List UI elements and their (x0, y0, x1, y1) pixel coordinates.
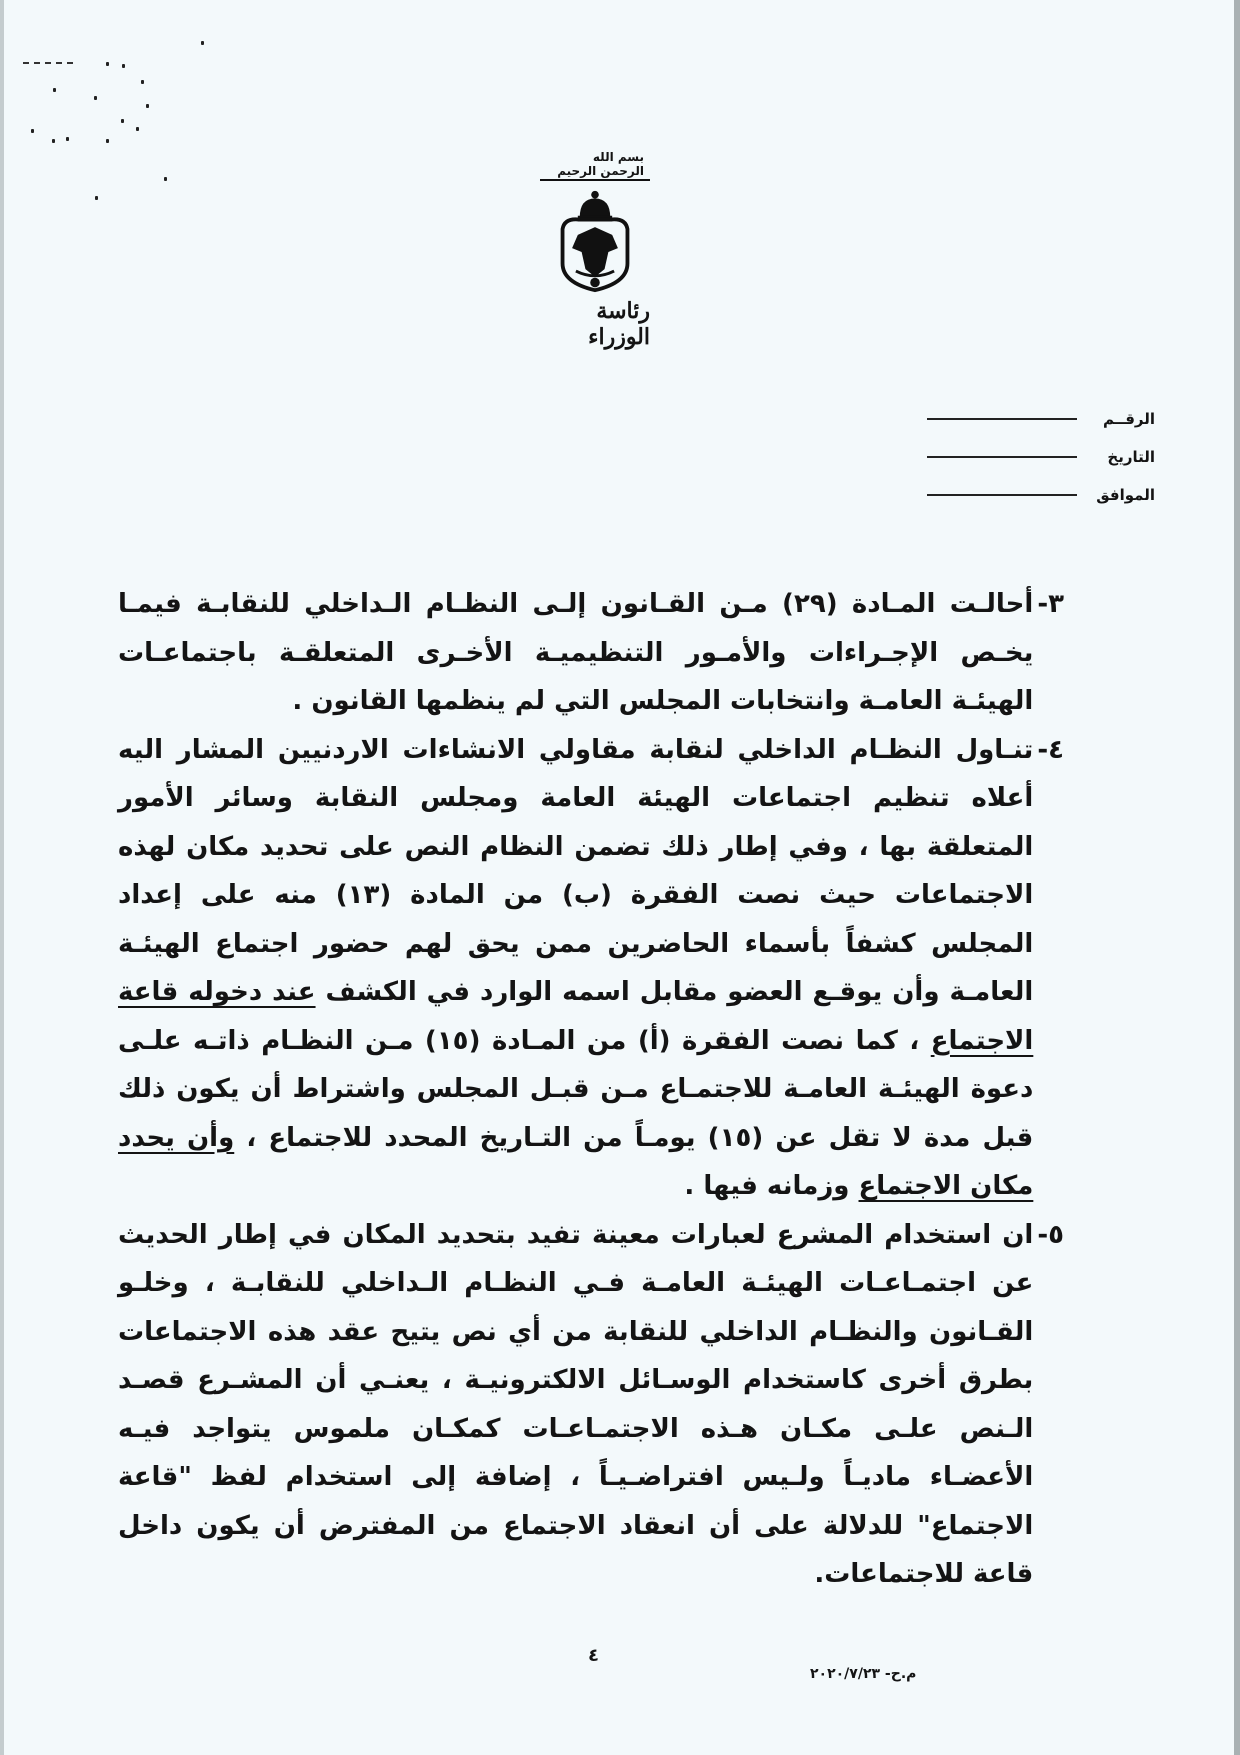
ref-row-number (927, 400, 1155, 438)
ref-row-date (927, 438, 1155, 476)
scan-speck (106, 139, 109, 143)
scan-speck (95, 196, 98, 200)
page-number: ٤ (588, 1645, 599, 1666)
scan-left-edge (0, 0, 4, 1755)
basmala: بسم الله الرحمن الرحيم (540, 150, 650, 181)
ref-blank-corresponding (927, 494, 1077, 496)
clause-text (118, 726, 1033, 1211)
ref-row-corresponding (927, 476, 1155, 514)
clause-text-part: تنـاول النظـام الداخلي لنقابة مقاولي الانشاءات الاردنيين المشار اليه أعلاه تنظيم اجتماعات الهيئة العامة ومجلس النقابة وسائر الأمور المتعلقة بها ، وفي إطار ذلك تضمن النظام النص على تحديد مكان لهذه الاجتماعات حيث نصت الفقرة (ب) من المادة (١٣) منه على إعداد المجلس كشفاً بأسماء الحاضرين ممن يحق لهم حضور اجتماع الهيئـة العامـة وأن يوقـع العضو مقابل اسمه الوارد في الكشف (118, 734, 1034, 1007)
scan-speck (106, 62, 109, 66)
letter-body (118, 580, 1064, 1599)
clause-text: ان استخدام المشرع لعبارات معينة تفيد بتحديد المكان في إطار الحديث عن اجتمـاعـات الهيئـة العامـة فـي النظـام الـداخلي للنقابـة ، وخلـو القـانون والنظـام الداخلي للنقابة من أي نص يتيح عقد هذه الاجتماعات بطرق أخرى كاستخدام الوسـائل الالكترونيـة ، يعنـي أن المشـرع قصـد الـنص علـى مكـان هـذه الاجتمـاعـات كمكـان ملموس يتواجد فيـه الأعضـاء ماديـاً ولـيس افتراضـيـاً ، إضافة إلى استخدام لفظ "قاعة الاجتماع" للدلالة على أن انعقاد الاجتماع من المفترض أن يكون داخل قاعة للاجتماعات. (118, 1219, 1034, 1589)
scan-right-edge (1234, 0, 1240, 1755)
clause-number: ٤- (1037, 734, 1064, 765)
clause-3 (118, 580, 1064, 726)
clause-4 (118, 726, 1064, 1211)
ref-blank-number (927, 418, 1077, 420)
underlined-phrase: عند دخوله قاعة الاجتماع (118, 977, 1034, 1056)
underlined-phrase: وأن يحدد مكان الاجتماع (118, 1122, 1034, 1201)
scan-speck (52, 139, 55, 143)
clause-number: ٥- (1037, 1219, 1064, 1250)
clause-5 (118, 1211, 1064, 1599)
scan-speck (136, 127, 139, 131)
footer-reference: م.ح- ٢٠٢٠/٧/٢٣ (810, 1666, 917, 1682)
ref-label-corresponding: الموافق (1096, 486, 1155, 504)
authority-name: رئاسة الوزراء (588, 298, 650, 350)
clause-number: ٣- (1037, 589, 1064, 619)
scan-speck (146, 104, 149, 108)
letterhead (540, 150, 650, 350)
scan-speck (94, 96, 97, 100)
scan-speck (66, 137, 69, 141)
ref-label-date: التاريخ (1107, 448, 1155, 466)
ref-blank-date (927, 456, 1077, 458)
clause-text-part: ، كما نصت الفقرة (أ) من المـادة (١٥) مـن النظـام ذاتـه علـى دعوة الهيئـة العامـة للاجتمـاع مـن قبـل المجلس واشتراط أن يكون ذلك قبل مدة لا تقل عن (١٥) يومـاً من التـاريخ المحدد للاجتماع ، (118, 1025, 1034, 1153)
ref-label-number: الرقــم (1103, 410, 1155, 428)
scan-speck (164, 177, 167, 181)
scan-artifact-dash (23, 62, 73, 64)
jordan-coat-of-arms-icon (553, 189, 637, 294)
scan-speck (201, 41, 204, 45)
clause-text: أحالـت المـادة (٢٩) مـن القـانون إلـى النظـام الـداخلي للنقابـة فيمـا يخـص الإجـراءات والأمـور التنظيميـة الأخـرى المتعلقـة باجتماعـات الهيئـة العامـة وانتخابات المجلس التي لم ينظمها القانون . (118, 589, 1034, 716)
clause-text-part: وزمانه فيها . (684, 1171, 859, 1201)
scan-speck (53, 88, 56, 92)
reference-fields (927, 400, 1155, 514)
scan-speck (141, 80, 144, 84)
scan-speck (31, 129, 34, 133)
scan-speck (121, 119, 124, 123)
scan-speck (122, 64, 125, 68)
